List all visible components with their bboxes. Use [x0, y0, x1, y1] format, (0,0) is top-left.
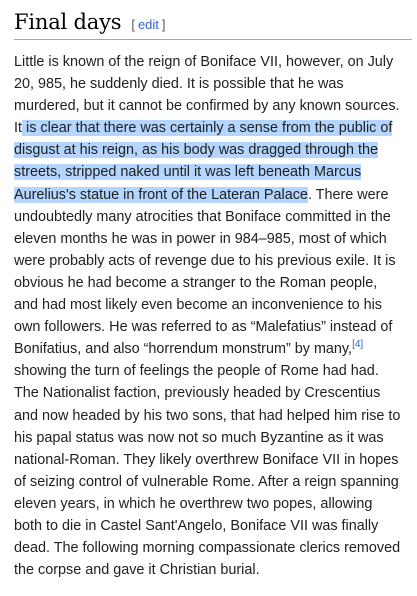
body-paragraph[interactable]	[14, 51, 404, 581]
paragraph-text-start: Little is known of the reign of Boniface VII, however, on July 20, 985, he suddenly died. It is possible that he was murdered, but it cannot be confirmed by any known sources. It	[14, 54, 400, 137]
paragraph-text-middle: . There were undoubtedly many atrocities that Boniface committed in the eleven months he was in power in 984–985, most of which were probably acts of revenge due to his previous exile. It is obvious he had become a stranger to the Roman people, and had most likely even become an inconvenience to his own followers. He was referred to as “Malefatius” instead of Bonifatius, and also “horrendum monstrum” by many,	[14, 186, 396, 358]
selected-text: is clear that there was certainly a sense from the public of disgust at his reign, as his body was dragged through the streets, stripped naked until it was left beneath Marcus Aurelius's statue in front of the Lateran Palace	[14, 120, 393, 203]
edit-bracket-open: [	[131, 17, 135, 32]
edit-link[interactable]: edit	[137, 17, 159, 32]
paragraph-text-end: showing the turn of feelings the people of Rome had had. The Nationalist faction, previously headed by Crescentius and now headed by his two sons, that had helped him rise to his papal status was now not so much Byzantine as it was national-Roman. They likely overthrew Boniface VII in hopes of seizing control of vulnerable Rome. After a reign spanning eleven years, in which he overthrew two popes, allowing both to die in Castel Sant'Angelo, Boniface VII was finally dead. The following morning compassionate clerics removed the corpse and gave it Christian burial.	[14, 363, 401, 579]
citation-link[interactable]: [4]	[352, 339, 364, 351]
article-section	[14, 8, 412, 596]
section-title: Final days	[14, 10, 122, 34]
edit-bracket-close: ]	[161, 17, 166, 32]
edit-section-control	[131, 17, 165, 32]
section-heading-row	[14, 8, 412, 40]
